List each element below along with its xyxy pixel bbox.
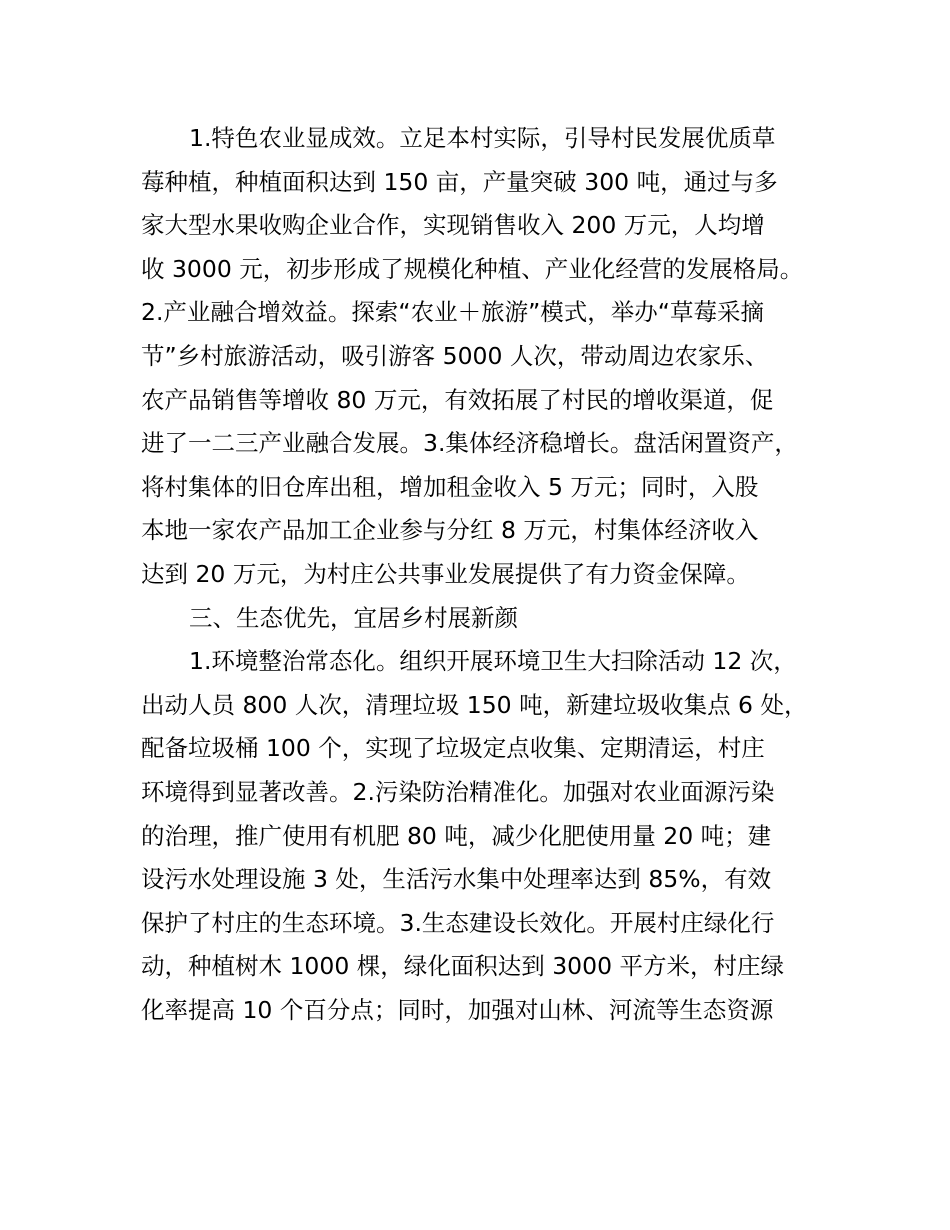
section-heading: 三、生态优先，宜居乡村展新颜	[189, 603, 518, 632]
paragraph-line: 农产品销售等增收 80 万元，有效拓展了村民的增收渠道，促	[141, 385, 774, 414]
paragraph-line: 本地一家农产品加工企业参与分红 8 万元，村集体经济收入	[141, 516, 759, 545]
paragraph-line: 进了一二三产业融合发展。3.集体经济稳增长。盘活闲置资产，	[141, 429, 798, 458]
paragraph-line: 节”乡村旅游活动，吸引游客 5000 人次，带动周边农家乐、	[141, 341, 769, 370]
paragraph-line: 莓种植，种植面积达到 150 亩，产量突破 300 吨，通过与多	[141, 167, 778, 196]
paragraph-line: 设污水处理设施 3 处，生活污水集中处理率达到 85%，有效	[141, 865, 772, 894]
paragraph-line: 出动人员 800 人次，清理垃圾 150 吨，新建垃圾收集点 6 处，	[141, 690, 808, 719]
paragraph-agriculture	[141, 117, 841, 597]
paragraph-line: 动，种植树木 1000 棵，绿化面积达到 3000 平方米，村庄绿	[141, 952, 784, 981]
paragraph-line: 家大型水果收购企业合作，实现销售收入 200 万元，人均增	[141, 211, 765, 240]
document-body	[141, 117, 841, 1032]
paragraph-line: 化率提高 10 个百分点；同时，加强对山林、河流等生态资源	[141, 995, 774, 1024]
paragraph-line: 1.环境整治常态化。组织开展环境卫生大扫除活动 12 次，	[189, 647, 797, 676]
paragraph-line: 2.产业融合增效益。探索“农业＋旅游”模式，举办“草莓采摘	[141, 298, 764, 327]
paragraph-line: 环境得到显著改善。2.污染防治精准化。加强对农业面源污染	[141, 777, 775, 806]
paragraph-line: 1.特色农业显成效。立足本村实际，引导村民发展优质草	[189, 124, 776, 152]
paragraph-line: 达到 20 万元，为村庄公共事业发展提供了有力资金保障。	[141, 559, 750, 588]
paragraph-line: 的治理，推广使用有机肥 80 吨，减少化肥使用量 20 吨；建	[141, 821, 772, 850]
paragraph-ecology	[141, 640, 841, 1032]
paragraph-line: 保护了村庄的生态环境。3.生态建设长效化。开展村庄绿化行	[141, 908, 775, 937]
paragraph-line: 收 3000 元，初步形成了规模化种植、产业化经营的发展格局。	[141, 254, 804, 283]
paragraph-line: 将村集体的旧仓库出租，增加租金收入 5 万元；同时，入股	[141, 472, 759, 501]
paragraph-line: 配备垃圾桶 100 个，实现了垃圾定点收集、定期清运，村庄	[141, 734, 765, 763]
